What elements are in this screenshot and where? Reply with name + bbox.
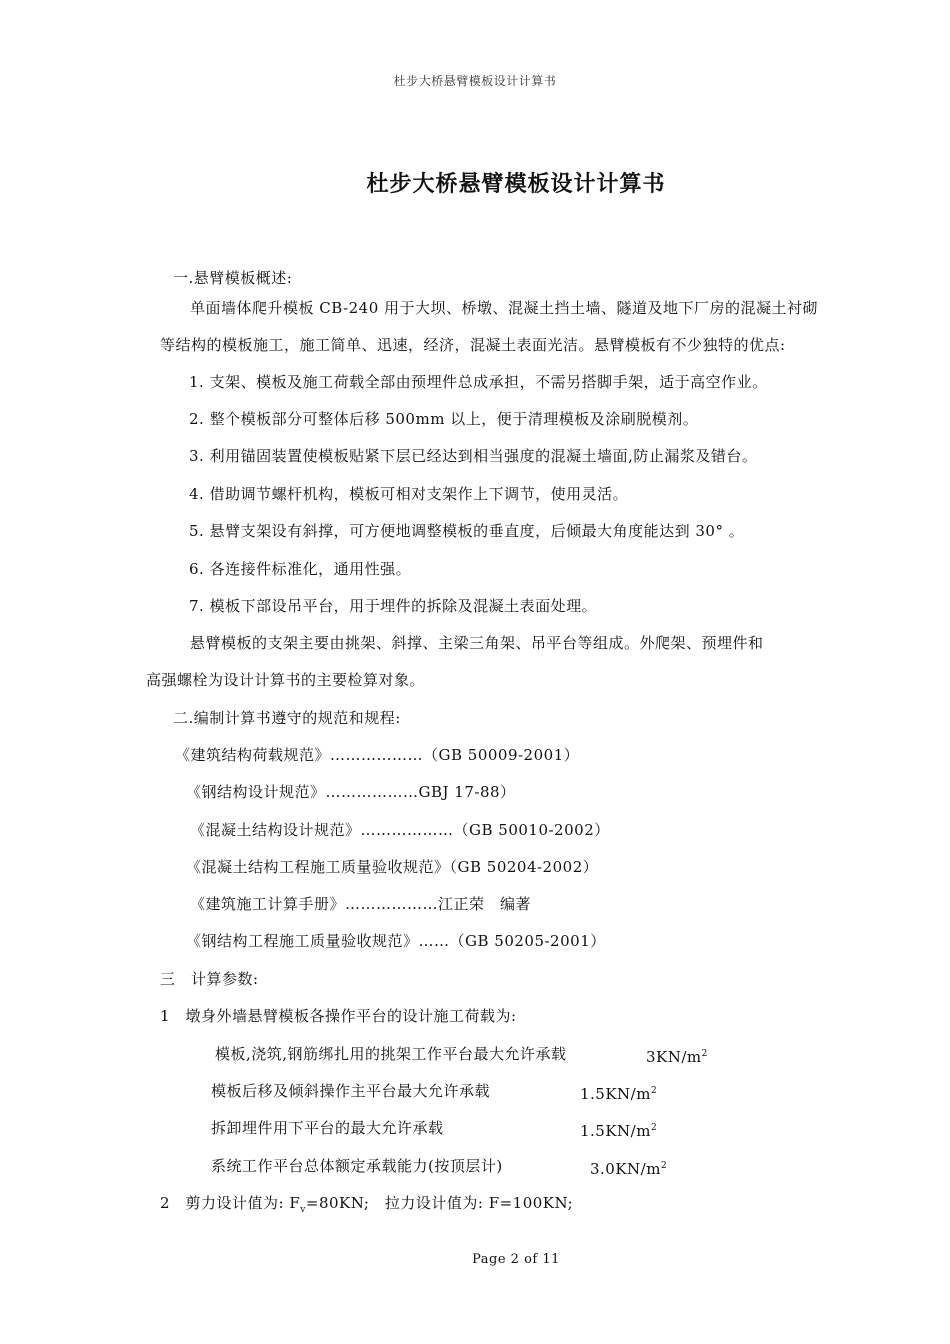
advantage-item: 2. 整个模板部分可整体后移 500mm 以上，便于清理模板及涂刷脱模剂。 [189,410,699,428]
load-label: 系统工作平台总体额定承载能力(按顶层计) [211,1157,503,1175]
load-label: 模板,浇筑,钢筋绑扎用的挑架工作平台最大允许承载 [215,1045,567,1063]
advantage-item: 1. 支架、模板及施工荷载全部由预埋件总成承担，不需另搭脚手架，适于高空作业。 [189,373,768,391]
standard-item: 《建筑施工计算手册》………………江正荣 编著 [190,895,532,913]
summary-line-2: 高强螺栓为设计计算书的主要检算对象。 [146,671,426,689]
standard-item: 《混凝土结构工程施工质量验收规范》（GB 50204-2002） [186,858,599,876]
page-title: 杜步大桥悬臂模板设计计算书 [366,171,666,197]
section-heading-parameters: 三 计算参数: [160,970,259,988]
standard-item: 《混凝土结构设计规范》………………（GB 50010-2002） [190,821,610,839]
advantage-item: 4. 借助调节螺杆机构，模板可相对支架作上下调节，使用灵活。 [189,485,629,503]
advantage-item: 5. 悬臂支架设有斜撑，可方便地调整模板的垂直度，后倾最大角度能达到 30° 。 [189,522,745,540]
intro-paragraph-line-2: 等结构的模板施工，施工简单、迅速，经济，混凝土表面光洁。悬臂模板有不少独特的优点: [160,336,786,354]
intro-paragraph-line-1: 单面墙体爬升模板 CB-240 用于大坝、桥墩、混凝土挡土墙、隧道及地下厂房的混凝土衬砌 [190,299,819,317]
running-header: 杜步大桥悬臂模板设计计算书 [393,74,557,88]
page-number: Page 2 of 11 [472,1252,560,1267]
parameter-item-1: 1 墩身外墙悬臂模板各操作平台的设计施工荷载为: [160,1007,517,1025]
standard-item: 《建筑结构荷载规范》………………（GB 50009-2001） [175,746,580,764]
standard-item: 《钢结构设计规范》………………GBJ 17-88） [186,783,516,801]
load-value: $1.5KN/m^2$ [580,1085,658,1103]
summary-line-1: 悬臂模板的支架主要由挑架、斜撑、主梁三角架、吊平台等组成。外爬架、预埋件和 [190,634,764,652]
load-value: $1.5KN/m^2$ [580,1122,658,1140]
standard-item: 《钢结构工程施工质量验收规范》……（GB 50205-2001） [186,932,606,950]
section-heading-overview: 一.悬臂模板概述: [173,269,293,287]
load-label: 模板后移及倾斜操作主平台最大允许承载 [211,1082,491,1100]
parameter-item-2: 2 剪力设计值为: $F_v=80KN$; 拉力设计值为: F=100KN; [160,1194,574,1215]
load-value: $3KN/m^2$ [646,1048,708,1066]
advantage-item: 7. 模板下部设吊平台，用于埋件的拆除及混凝土表面处理。 [189,597,598,615]
advantage-item: 3. 利用锚固装置使模板贴紧下层已经达到相当强度的混凝土墙面,防止漏浆及错台。 [189,447,758,465]
load-value: $3.0KN/m^2$ [590,1160,668,1178]
advantage-item: 6. 各连接件标准化，通用性强。 [189,560,412,578]
load-label: 拆卸埋件用下平台的最大允许承载 [211,1119,444,1137]
section-heading-standards: 二.编制计算书遵守的规范和规程: [173,709,401,727]
